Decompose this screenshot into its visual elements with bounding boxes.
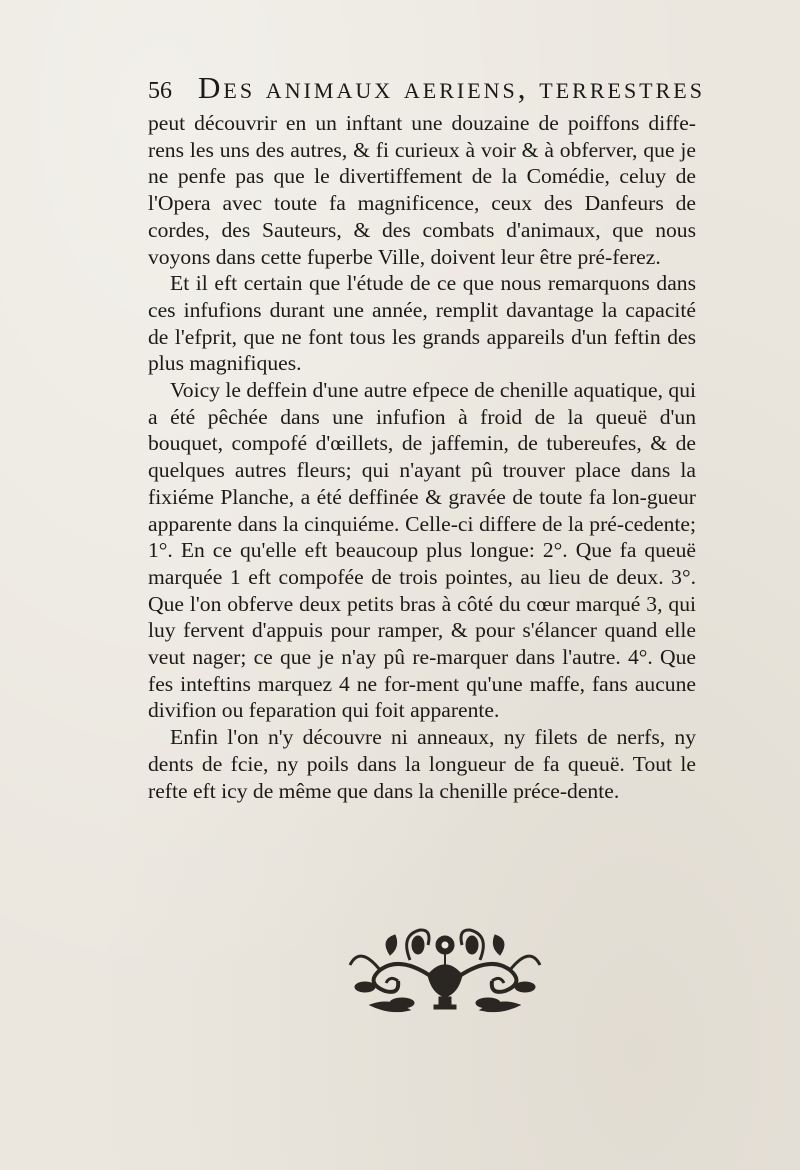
running-head	[148, 70, 708, 110]
running-head-title: Des animaux aeriens, terrestres	[198, 70, 705, 105]
paragraph-conclusion: Enfin l'on n'y découvre ni anneaux, ny filets de nerfs, ny dents de fcie, ny poils dans la longueur de fa queuë. Tout le refte eft icy de même que dans la chenille préce-dente.	[148, 725, 696, 803]
paragraph-continuation: peut découvrir en un inftant une douzaine de poiffons diffe-rens les uns des autres, & fi curieux à voir & à obferver, que je ne penfe pas que le divertiffement de la Comédie, celuy de l'Opera avec toute fa magnificence, ceux des Danfeurs de cordes, des Sauteurs, & des combats d'animaux, que nous voyons dans cette fuperbe Ville, doivent leur être pré-ferez.	[148, 111, 696, 269]
floral-vignette-icon	[340, 915, 550, 1020]
paragraph-study-infusions: Et il eft certain que l'étude de ce que nous remarquons dans ces infufions durant une année, remplit davantage la capacité de l'efprit, que ne font tous les grands appareils d'un feftin des plus magnifiques.	[148, 271, 696, 376]
body-text	[148, 110, 696, 804]
paragraph-aquatic-caterpillar: Voicy le deffein d'une autre efpece de chenille aquatique, qui a été pêchée dans une infufion à froid de la queuë d'un bouquet, compofé d'œillets, de jaffemin, de tubereufes, & de quelques autres fleurs; qui n'ayant pû trouver place dans la fixiéme Planche, a été deffinée & gravée de toute fa lon-gueur apparente dans la cinquiéme. Celle-ci differe de la pré-cedente; 1°. En ce qu'elle eft beaucoup plus longue: 2°. Que fa queuë marquée 1 eft compofée de trois pointes, au lieu de deux. 3°. Que l'on obferve deux petits bras à côté du cœur marqué 3, qui luy fervent d'appuis pour ramper, & pour s'élancer quand elle veut nager; ce que je n'ay pû re-marquer dans l'autre. 4°. Que fes inteftins marquez 4 ne for-ment qu'une maffe, fans aucune divifion ou feparation qui foit apparente.	[148, 378, 696, 723]
page-number: 56	[148, 78, 172, 104]
